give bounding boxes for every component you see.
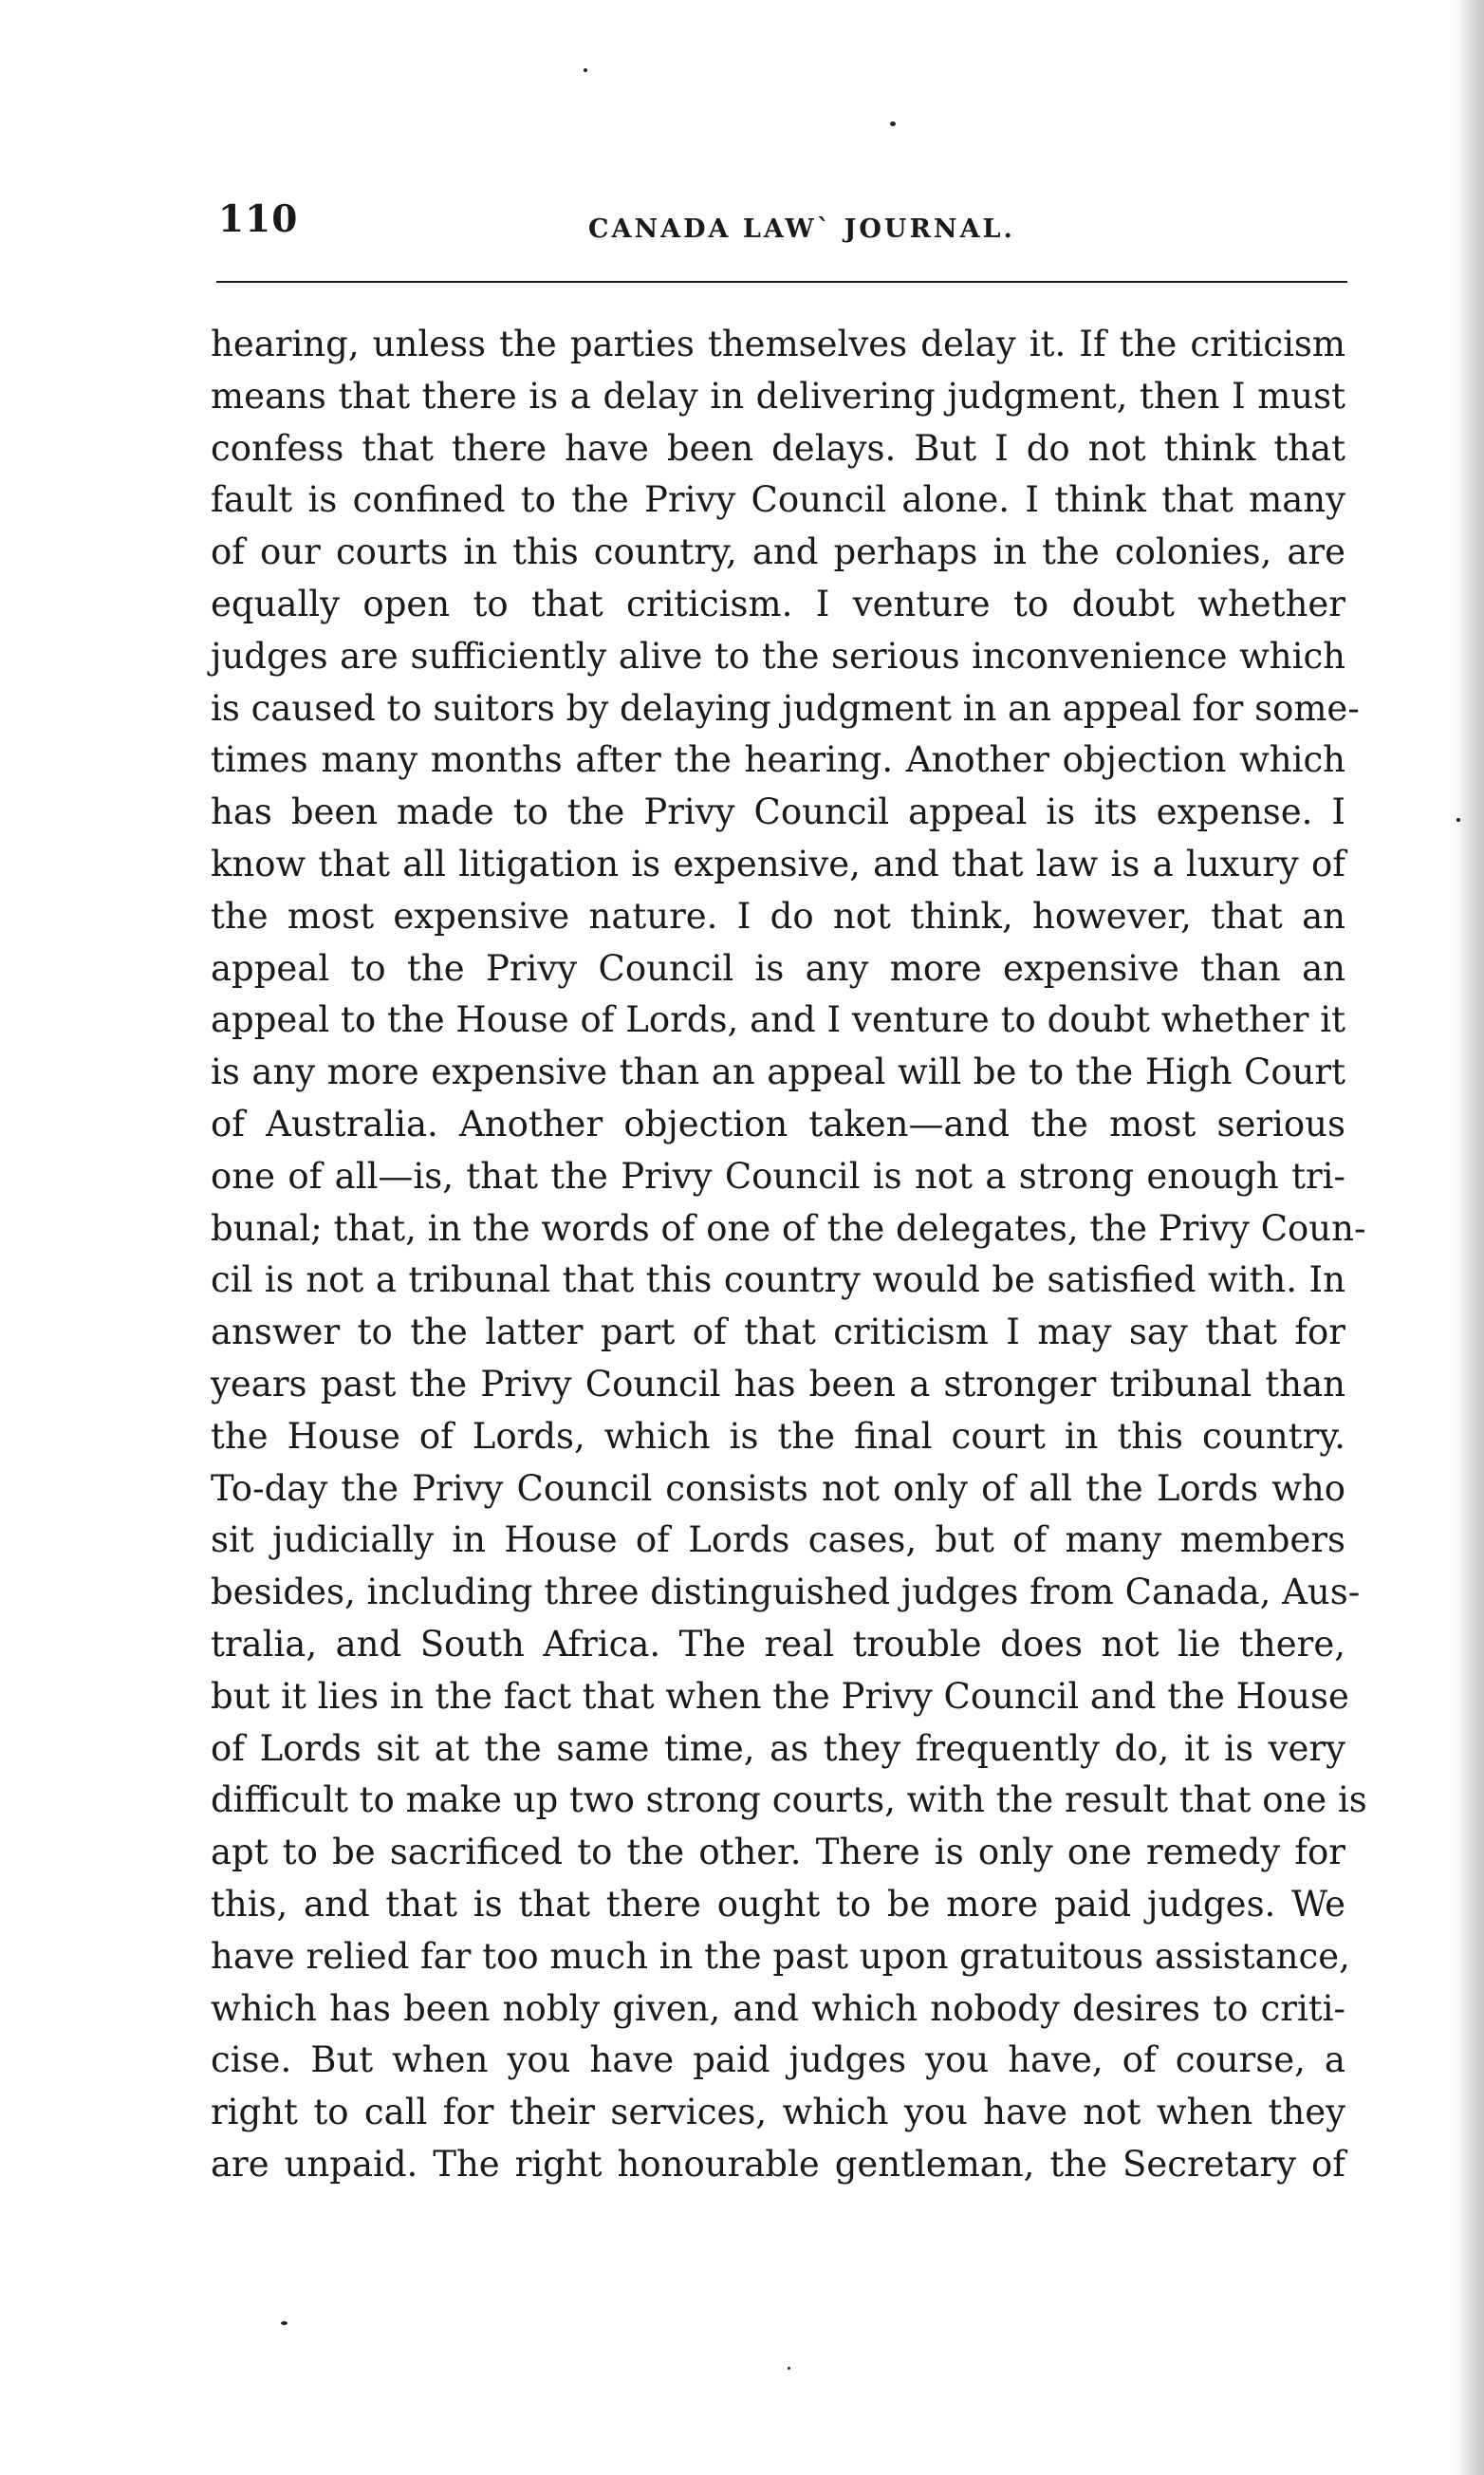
text-line: cil is not a tribunal that this country would be satisfied with. In: [211, 1259, 1345, 1301]
text-line: bunal; that, in the words of one of the delegates, the Privy Coun-: [211, 1207, 1366, 1249]
text-line: have relied far too much in the past upon gratuitous assistance,: [211, 1935, 1350, 1977]
text-line: of Australia. Another objection taken—and the most serious: [211, 1103, 1345, 1144]
text-line: fault is confined to the Privy Council alone. I think that many: [211, 479, 1345, 521]
text-line: which has been nobly given, and which nobody desires to criti-: [211, 1987, 1345, 2029]
header-rule: [216, 281, 1347, 283]
page-number: 110: [218, 197, 299, 241]
ink-speck: [1456, 818, 1460, 822]
text-line: equally open to that criticism. I venture to doubt whether: [211, 583, 1345, 624]
text-line: means that there is a delay in delivering judgment, then I must: [211, 375, 1345, 417]
text-line: the House of Lords, which is the final court in this country.: [211, 1415, 1345, 1457]
text-line: sit judicially in House of Lords cases, but of many members: [211, 1519, 1345, 1561]
text-line: is caused to suitors by delaying judgment in an appeal for some-: [211, 687, 1360, 729]
text-line: times many months after the hearing. Another objection which: [211, 739, 1345, 781]
text-line: To-day the Privy Council consists not only of all the Lords who: [211, 1467, 1345, 1509]
ink-speck: [890, 121, 896, 126]
page-edge-shadow: [1450, 0, 1484, 2475]
text-line: judges are sufficiently alive to the serious inconvenience which: [211, 635, 1345, 677]
text-line: is any more expensive than an appeal will be to the High Court: [211, 1051, 1345, 1093]
text-line: appeal to the House of Lords, and I venture to doubt whether it: [211, 999, 1345, 1041]
ink-speck: [584, 68, 587, 72]
text-line: of our courts in this country, and perhaps in the colonies, are: [211, 531, 1345, 573]
page-header: [218, 197, 1347, 245]
text-line: this, and that is that there ought to be more paid judges. We: [211, 1883, 1345, 1925]
text-line: right to call for their services, which you have not when they: [211, 2092, 1345, 2133]
body-paragraph: [211, 319, 1367, 2191]
text-line: of Lords sit at the same time, as they frequently do, it is very: [211, 1727, 1345, 1769]
text-line: difficult to make up two strong courts, with the result that one is: [211, 1779, 1367, 1821]
text-line: answer to the latter part of that criticism I may say that for: [211, 1312, 1345, 1353]
ink-speck: [788, 2367, 790, 2370]
text-line: has been made to the Privy Council appeal is its expense. I: [211, 791, 1345, 833]
text-line: appeal to the Privy Council is any more expensive than an: [211, 947, 1345, 989]
text-line: years past the Privy Council has been a stronger tribunal than: [211, 1363, 1345, 1405]
text-line: but it lies in the fact that when the Privy Council and the House: [211, 1675, 1349, 1717]
text-line: one of all—is, that the Privy Council is not a strong enough tri-: [211, 1155, 1345, 1197]
text-line: cise. But when you have paid judges you have, of course, a: [211, 2039, 1345, 2081]
ink-speck: [281, 2321, 288, 2325]
text-line: are unpaid. The right honourable gentleman, the Secretary of: [211, 2143, 1345, 2185]
text-line: apt to be sacrificed to the other. There is only one remedy for: [211, 1832, 1345, 1873]
text-line: know that all litigation is expensive, and that law is a luxury of: [211, 843, 1345, 884]
text-line: hearing, unless the parties themselves delay it. If the criticism: [211, 324, 1345, 364]
text-line: the most expensive nature. I do not think, however, that an: [211, 895, 1345, 937]
running-title: CANADA LAW` JOURNAL.: [588, 214, 1015, 244]
text-line: confess that there have been delays. But I do not think that: [211, 427, 1345, 469]
text-line: tralia, and South Africa. The real trouble does not lie there,: [211, 1623, 1345, 1665]
text-line: besides, including three distinguished judges from Canada, Aus-: [211, 1572, 1361, 1613]
